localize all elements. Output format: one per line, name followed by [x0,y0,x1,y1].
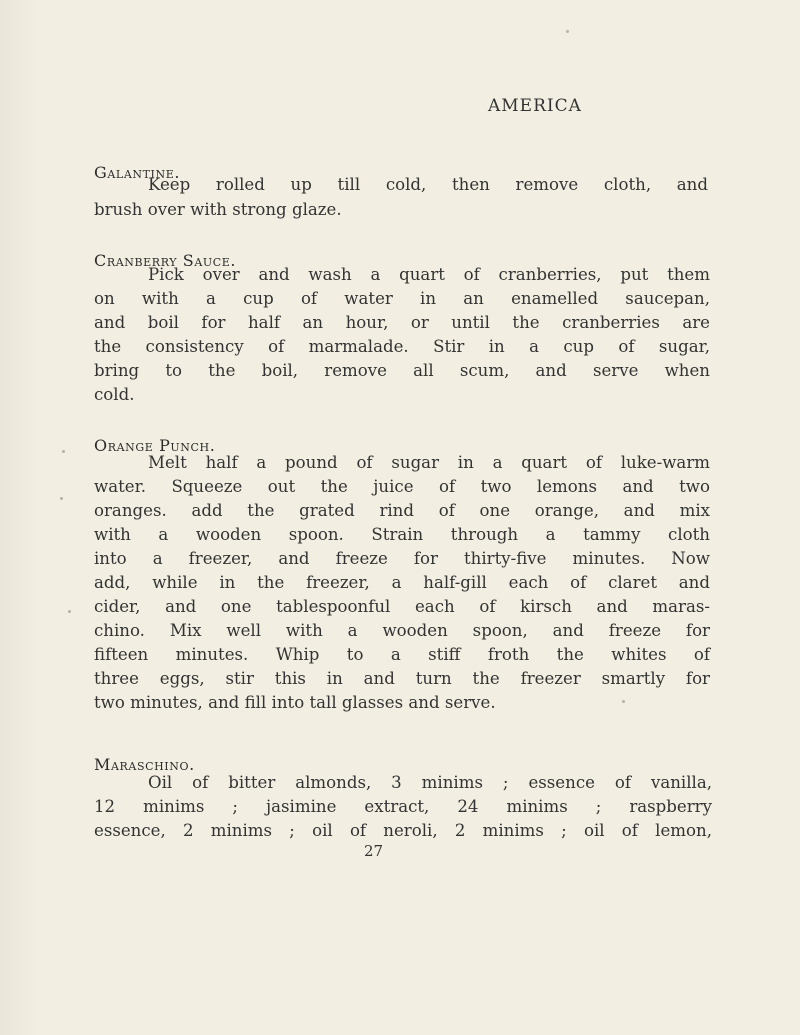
recipe-line: fifteen minutes. Whip to a stiff froth the whites of [94,645,710,664]
recipe-line: chino. Mix well with a wooden spoon, and freeze for [94,621,710,640]
recipe-line: Pick over and wash a quart of cranberries, put them [148,265,710,284]
recipe-heading: Maraschino. [94,755,195,774]
recipe-line: essence, 2 minims ; oil of neroli, 2 minims ; oil of lemon, [94,821,712,840]
recipe-heading: Galantine. [94,163,181,182]
recipe-line: Keep rolled up till cold, then remove cloth, and [148,175,708,194]
recipe-line: bring to the boil, remove all scum, and serve when [94,361,710,380]
paper-speck [68,610,71,613]
recipe-line: cold. [94,385,135,404]
recipe-line: water. Squeeze out the juice of two lemons and two [94,477,710,496]
recipe-line: and boil for half an hour, or until the cranberries are [94,313,710,332]
page-number: 27 [364,842,384,860]
recipe-line: brush over with strong glaze. [94,200,342,219]
recipe-line: with a wooden spoon. Strain through a tammy cloth [94,525,710,544]
paper-speck [566,30,569,33]
running-head: AMERICA [488,96,582,116]
recipe-line: cider, and one tablespoonful each of kirsch and maras- [94,597,710,616]
recipe-line: Melt half a pound of sugar in a quart of luke-warm [148,453,710,472]
paper-speck [62,450,65,453]
recipe-line: on with a cup of water in an enamelled saucepan, [94,289,710,308]
recipe-line: add, while in the freezer, a half-gill each of claret and [94,573,710,592]
paper-speck [622,700,625,703]
recipe-line: into a freezer, and freeze for thirty-five minutes. Now [94,549,710,568]
recipe-line: oranges. add the grated rind of one orange, and mix [94,501,710,520]
recipe-heading: Cranberry Sauce. [94,251,237,270]
recipe-heading: Orange Punch. [94,436,216,455]
recipe-line: the consistency of marmalade. Stir in a cup of sugar, [94,337,710,356]
paper-speck [60,497,63,500]
recipe-line: two minutes, and fill into tall glasses and serve. [94,693,496,712]
recipe-line: three eggs, stir this in and turn the freezer smartly for [94,669,710,688]
recipe-line: 12 minims ; jasimine extract, 24 minims ; raspberry [94,797,712,816]
recipe-line: Oil of bitter almonds, 3 minims ; essence of vanilla, [148,773,712,792]
